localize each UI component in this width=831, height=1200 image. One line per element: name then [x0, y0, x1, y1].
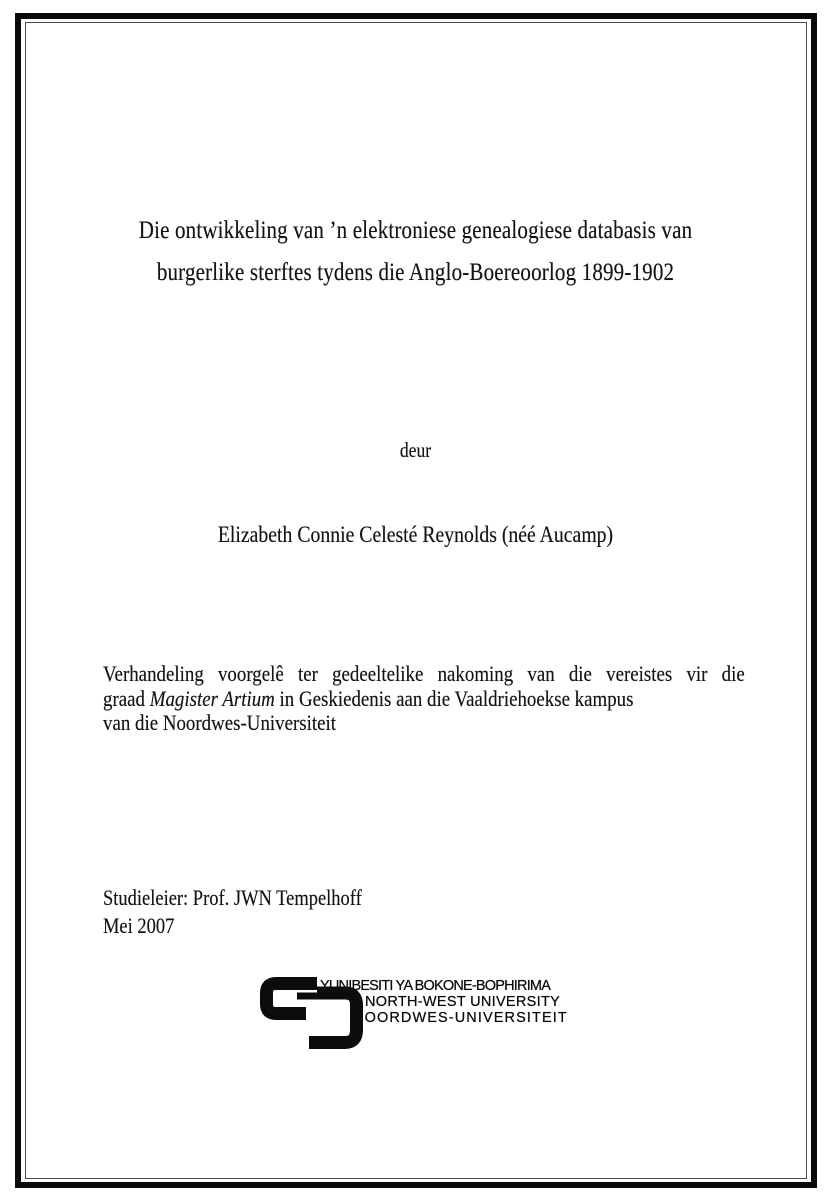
thesis-title-line2: burgerlike sterftes tydens die Anglo-Boereoorlog 1899-1902 [156, 259, 675, 286]
degree-name-italic: Magister Artium [149, 685, 275, 711]
degree-statement-line2 [103, 687, 745, 712]
degree-statement [103, 662, 745, 736]
thesis-title-line1: Die ontwikkeling van ’n elektroniese genealogiese databasis van [138, 217, 693, 244]
university-logo-text [320, 979, 568, 1026]
degree-statement-line3: van die Noordwes-Universiteit [103, 710, 337, 735]
thesis-title [66, 210, 764, 294]
university-name-setswana: YUNIBESITI YA BOKONE-BOPHIRIMA [320, 978, 551, 994]
date-line: Mei 2007 [103, 913, 175, 938]
byline: deur [399, 438, 432, 462]
supervisor-and-date [103, 884, 523, 940]
author-name: Elizabeth Connie Celesté Reynolds (néé Aucamp) [217, 522, 614, 548]
university-name-english: NORTH-WEST UNIVERSITY [365, 993, 561, 1010]
degree-statement-line2-prefix: graad [103, 685, 150, 711]
supervisor-line: Studieleier: Prof. JWN Tempelhoff [103, 885, 362, 910]
degree-statement-line2-suffix: in Geskiedenis aan die Vaaldriehoekse kampus [274, 685, 634, 711]
degree-statement-line1: Verhandeling voorgelê ter gedeeltelike nakoming van die vereistes vir die [103, 661, 745, 686]
university-name-afrikaans: NOORDWES-UNIVERSITEIT [353, 1009, 568, 1026]
